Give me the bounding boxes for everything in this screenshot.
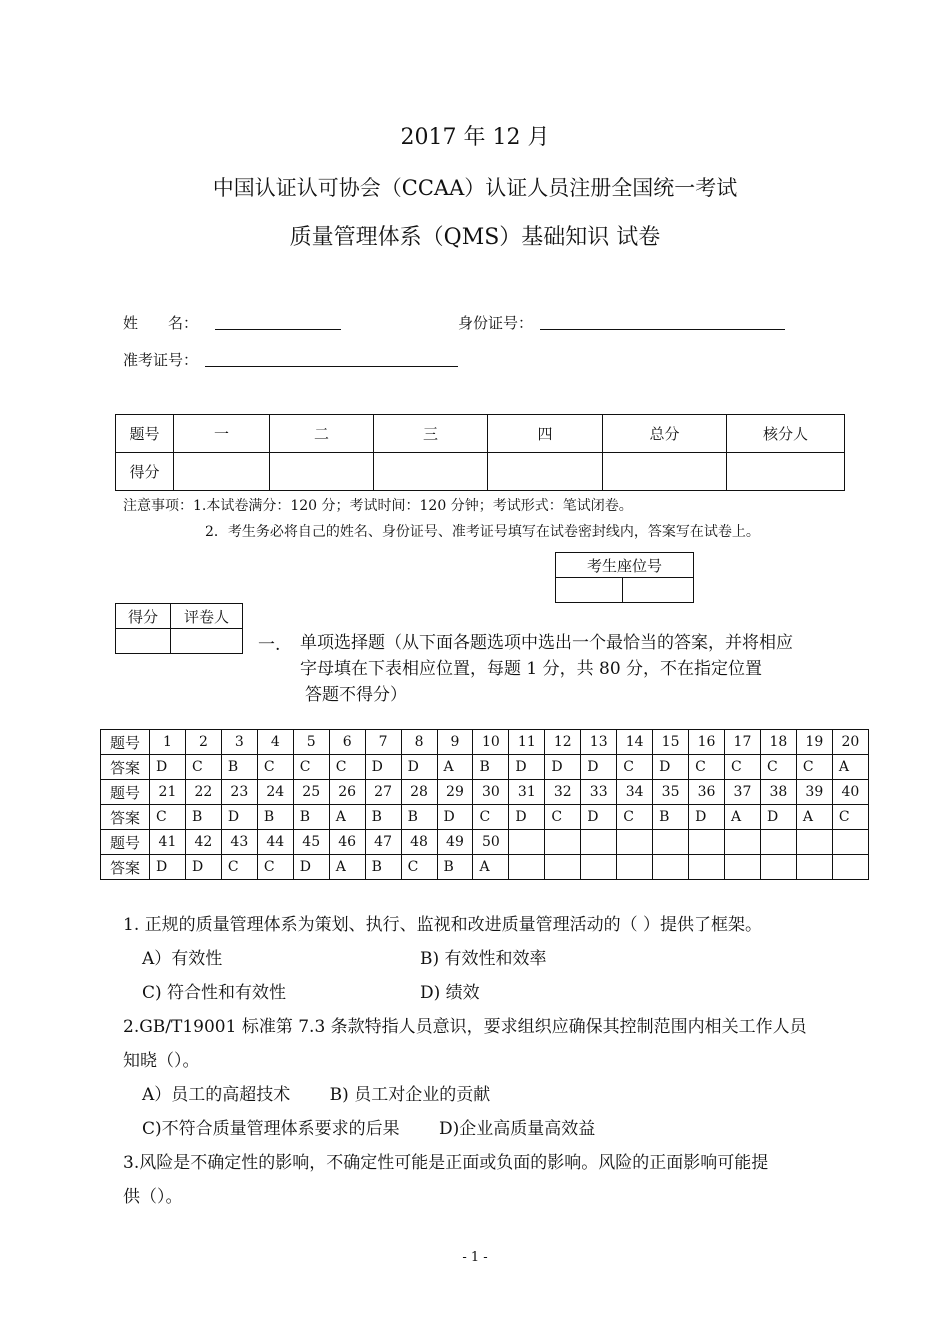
question-number-cell: 28	[401, 780, 437, 805]
answer-cell[interactable]: D	[760, 805, 796, 830]
answer-cell[interactable]: C	[689, 755, 725, 780]
question-number-cell: 4	[257, 730, 293, 755]
answer-cell[interactable]: C	[473, 805, 509, 830]
score-header: 核分人	[727, 415, 845, 453]
question-number-cell: 3	[221, 730, 257, 755]
answer-table-q-label: 题号	[101, 830, 150, 855]
question-3-stem-2: 供（）。	[123, 1187, 183, 1207]
answer-cell[interactable]: D	[509, 805, 545, 830]
question-number-cell: 30	[473, 780, 509, 805]
answer-cell[interactable]: D	[221, 805, 257, 830]
answer-cell[interactable]	[796, 855, 832, 880]
question-number-cell: 37	[725, 780, 761, 805]
answer-cell[interactable]: D	[401, 755, 437, 780]
answer-cell[interactable]: A	[832, 755, 868, 780]
question-number-cell	[617, 830, 653, 855]
question-2-stem-1: 2.GB/T19001 标准第 7.3 条款特指人员意识，要求组织应确保其控制范围内相关工作人员	[123, 1017, 807, 1037]
question-number-cell: 35	[653, 780, 689, 805]
section-instruction-2: 字母填在下表相应位置，每题 1 分，共 80 分，不在指定位置	[300, 659, 763, 679]
section-number: 一.	[258, 635, 281, 655]
answer-cell[interactable]: B	[473, 755, 509, 780]
question-number-cell: 1	[150, 730, 186, 755]
answer-cell[interactable]: B	[185, 805, 221, 830]
question-number-cell: 20	[832, 730, 868, 755]
answer-cell[interactable]: C	[725, 755, 761, 780]
question-2-options-cd: C)不符合质量管理体系要求的后果 D)企业高质量高效益	[142, 1119, 596, 1139]
question-number-cell	[832, 830, 868, 855]
question-1-option-b: B) 有效性和效率	[420, 949, 547, 969]
seat-number-label: 考生座位号	[556, 553, 694, 578]
question-1-stem: 1. 正规的质量管理体系为策划、执行、监视和改进质量管理活动的（ ）提供了框架。	[123, 915, 763, 935]
answer-cell[interactable]: D	[365, 755, 401, 780]
answer-cell[interactable]: D	[437, 805, 473, 830]
answer-cell[interactable]: C	[545, 805, 581, 830]
id-label: 身份证号：	[458, 314, 534, 332]
question-number-cell	[653, 830, 689, 855]
answer-cell[interactable]: A	[473, 855, 509, 880]
answer-cell[interactable]: B	[437, 855, 473, 880]
question-number-cell: 12	[545, 730, 581, 755]
question-number-cell: 19	[796, 730, 832, 755]
answer-cell[interactable]: D	[185, 855, 221, 880]
exam-no-label: 准考证号：	[123, 351, 199, 369]
question-number-cell: 24	[257, 780, 293, 805]
question-number-cell: 31	[509, 780, 545, 805]
answer-cell[interactable]: C	[293, 755, 329, 780]
answer-cell[interactable]: A	[329, 855, 365, 880]
question-number-cell: 38	[760, 780, 796, 805]
answer-table-q-label: 题号	[101, 780, 150, 805]
answer-cell[interactable]: C	[221, 855, 257, 880]
question-number-cell	[796, 830, 832, 855]
answer-cell[interactable]	[545, 855, 581, 880]
question-number-cell: 50	[473, 830, 509, 855]
answer-cell[interactable]	[509, 855, 545, 880]
question-number-cell: 9	[437, 730, 473, 755]
answer-cell[interactable]: A	[329, 805, 365, 830]
question-3-stem-1: 3.风险是不确定性的影响，不确定性可能是正面或负面的影响。风险的正面影响可能提	[123, 1153, 769, 1173]
answer-cell[interactable]	[617, 855, 653, 880]
question-number-cell: 26	[329, 780, 365, 805]
score-header: 一	[174, 415, 270, 453]
question-number-cell: 36	[689, 780, 725, 805]
score-table	[115, 414, 845, 491]
question-number-cell: 17	[725, 730, 761, 755]
answer-cell[interactable]: D	[689, 805, 725, 830]
question-number-cell: 39	[796, 780, 832, 805]
answer-cell[interactable]: C	[329, 755, 365, 780]
answer-cell[interactable]: A	[725, 805, 761, 830]
question-number-cell: 5	[293, 730, 329, 755]
question-number-cell: 27	[365, 780, 401, 805]
answer-cell[interactable]	[832, 855, 868, 880]
grader-score-label: 得分	[116, 604, 171, 629]
question-number-cell: 23	[221, 780, 257, 805]
score-header: 题号	[116, 415, 174, 453]
score-cell[interactable]	[603, 453, 727, 491]
id-blank[interactable]	[540, 329, 785, 330]
question-number-cell: 7	[365, 730, 401, 755]
organization-line: 中国认证认可协会（CCAA）认证人员注册全国统一考试	[212, 176, 738, 200]
score-cell[interactable]	[727, 453, 845, 491]
question-number-cell: 8	[401, 730, 437, 755]
score-row-label: 得分	[116, 453, 174, 491]
answer-cell[interactable]: B	[653, 805, 689, 830]
question-number-cell: 34	[617, 780, 653, 805]
answer-cell[interactable]: D	[293, 855, 329, 880]
question-number-cell: 49	[437, 830, 473, 855]
answer-cell[interactable]	[760, 855, 796, 880]
question-number-cell	[760, 830, 796, 855]
answer-cell[interactable]: A	[796, 805, 832, 830]
answer-cell[interactable]: B	[365, 855, 401, 880]
question-number-cell	[581, 830, 617, 855]
question-number-cell: 13	[581, 730, 617, 755]
question-number-cell: 11	[509, 730, 545, 755]
question-number-cell: 45	[293, 830, 329, 855]
question-number-cell: 43	[221, 830, 257, 855]
answer-cell[interactable]: C	[150, 805, 186, 830]
question-number-cell: 29	[437, 780, 473, 805]
question-1-option-d: D) 绩效	[420, 983, 480, 1003]
question-number-cell	[689, 830, 725, 855]
answer-table-a-label: 答案	[101, 805, 150, 830]
answer-table-a-label: 答案	[101, 755, 150, 780]
question-1-option-a: A）有效性	[142, 949, 223, 969]
question-number-cell: 41	[150, 830, 186, 855]
question-number-cell: 18	[760, 730, 796, 755]
question-number-cell	[545, 830, 581, 855]
seat-number-cell[interactable]	[556, 578, 623, 603]
answer-cell[interactable]: C	[760, 755, 796, 780]
answer-cell[interactable]: D	[581, 755, 617, 780]
question-1-option-c: C) 符合性和有效性	[142, 983, 287, 1003]
question-number-cell: 21	[150, 780, 186, 805]
question-2-options-ab: A）员工的高超技术 B) 员工对企业的贡献	[142, 1085, 491, 1105]
answer-cell[interactable]: C	[257, 855, 293, 880]
grader-label: 评卷人	[171, 604, 243, 629]
answer-cell[interactable]: C	[617, 805, 653, 830]
section-instruction-1: 单项选择题（从下面各题选项中选出一个最恰当的答案，并将相应	[300, 633, 793, 653]
seat-number-cell[interactable]	[623, 578, 694, 603]
answer-cell[interactable]: C	[401, 855, 437, 880]
question-number-cell: 33	[581, 780, 617, 805]
question-number-cell	[509, 830, 545, 855]
note-line-1: 注意事项：1.本试卷满分：120 分；考试时间：120 分钟；考试形式：笔试闭卷。	[123, 498, 633, 514]
answer-cell[interactable]	[581, 855, 617, 880]
answer-table-q-label: 题号	[101, 730, 150, 755]
question-number-cell: 10	[473, 730, 509, 755]
score-header: 三	[374, 415, 488, 453]
answer-cell[interactable]	[725, 855, 761, 880]
name-blank[interactable]	[215, 329, 341, 330]
paper-title: 质量管理体系（QMS）基础知识 试卷	[289, 225, 661, 250]
answer-cell[interactable]: C	[796, 755, 832, 780]
question-number-cell: 22	[185, 780, 221, 805]
grader-name-cell[interactable]	[171, 629, 243, 654]
grader-box	[115, 603, 243, 654]
score-cell[interactable]	[488, 453, 603, 491]
score-cell[interactable]	[374, 453, 488, 491]
answer-cell[interactable]: D	[545, 755, 581, 780]
question-2-stem-2: 知晓（）。	[123, 1051, 200, 1071]
grader-score-cell[interactable]	[116, 629, 171, 654]
answer-cell[interactable]: D	[509, 755, 545, 780]
answer-table	[100, 729, 869, 880]
question-number-cell: 16	[689, 730, 725, 755]
question-number-cell: 14	[617, 730, 653, 755]
question-number-cell: 32	[545, 780, 581, 805]
answer-cell[interactable]: D	[150, 855, 186, 880]
answer-cell[interactable]: D	[150, 755, 186, 780]
answer-cell[interactable]	[689, 855, 725, 880]
answer-cell[interactable]: B	[293, 805, 329, 830]
answer-cell[interactable]: B	[401, 805, 437, 830]
question-number-cell	[725, 830, 761, 855]
question-number-cell: 15	[653, 730, 689, 755]
answer-cell[interactable]: C	[617, 755, 653, 780]
question-number-cell: 6	[329, 730, 365, 755]
exam-date: 2017 年 12 月	[400, 125, 550, 150]
exam-no-blank[interactable]	[205, 366, 458, 367]
question-number-cell: 40	[832, 780, 868, 805]
score-header: 二	[270, 415, 374, 453]
seat-number-box	[555, 552, 694, 603]
answer-cell[interactable]: B	[221, 755, 257, 780]
note-line-2: 2．考生务必将自己的姓名、身份证号、准考证号填写在试卷密封线内，答案写在试卷上。	[205, 524, 760, 540]
answer-cell[interactable]: D	[653, 755, 689, 780]
score-header: 四	[488, 415, 603, 453]
answer-cell[interactable]: B	[257, 805, 293, 830]
answer-cell[interactable]	[653, 855, 689, 880]
question-number-cell: 25	[293, 780, 329, 805]
question-number-cell: 2	[185, 730, 221, 755]
score-cell[interactable]	[270, 453, 374, 491]
score-header: 总分	[603, 415, 727, 453]
answer-cell[interactable]: B	[365, 805, 401, 830]
question-number-cell: 44	[257, 830, 293, 855]
answer-cell[interactable]: A	[437, 755, 473, 780]
question-number-cell: 47	[365, 830, 401, 855]
answer-table-a-label: 答案	[101, 855, 150, 880]
question-number-cell: 48	[401, 830, 437, 855]
answer-cell[interactable]: C	[185, 755, 221, 780]
name-label: 姓 名：	[123, 314, 199, 332]
question-number-cell: 46	[329, 830, 365, 855]
score-cell[interactable]	[174, 453, 270, 491]
answer-cell[interactable]: C	[257, 755, 293, 780]
section-instruction-3: 答题不得分）	[305, 685, 407, 705]
answer-cell[interactable]: D	[581, 805, 617, 830]
page-number: - 1 -	[462, 1250, 488, 1265]
answer-cell[interactable]: C	[832, 805, 868, 830]
question-number-cell: 42	[185, 830, 221, 855]
